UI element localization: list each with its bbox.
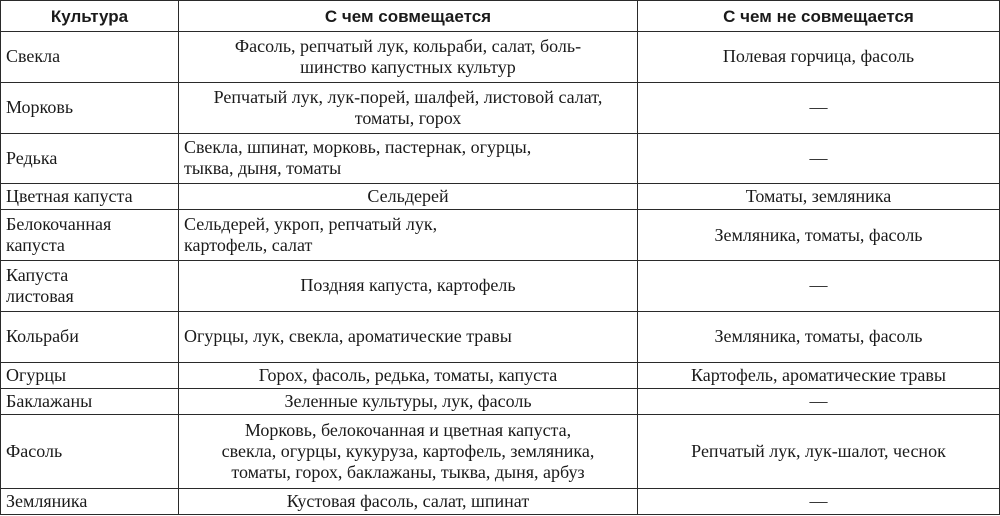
incompatible-cell: Земляника, томаты, фасоль [638, 210, 1000, 261]
crop-cell: Цветная капуста [1, 184, 179, 210]
crop-cell [1, 210, 179, 261]
compatible-cell [179, 414, 638, 488]
compatible-line: свекла, огурцы, кукуруза, картофель, земляника, [221, 440, 595, 461]
header-crop: Культура [1, 1, 179, 32]
crop-line: листовая [6, 285, 74, 306]
compatible-line: Огурцы, лук, свекла, ароматические травы [184, 326, 512, 347]
table-row [1, 362, 1000, 388]
table-row [1, 261, 1000, 312]
incompatible-cell: Томаты, земляника [638, 184, 1000, 210]
incompatible-cell: — [638, 133, 1000, 184]
table-row [1, 210, 1000, 261]
crop-line: капуста [6, 235, 65, 256]
header-row [1, 1, 1000, 32]
crop-cell: Баклажаны [1, 388, 179, 414]
compatible-cell [179, 210, 638, 261]
crop-cell [1, 261, 179, 312]
crop-cell: Свекла [1, 32, 179, 83]
compatible-line: Репчатый лук, лук-порей, шалфей, листовой салат, [213, 86, 603, 107]
header-compatible: С чем совмещается [179, 1, 638, 32]
compatible-line: Сельдерей [367, 186, 449, 207]
compatible-line: шинство капустных культур [300, 56, 516, 77]
compatible-line: Свекла, шпинат, морковь, пастернак, огурцы, [184, 137, 532, 158]
compatible-cell [179, 133, 638, 184]
header-incompatible: С чем не совмещается [638, 1, 1000, 32]
compatible-line: Сельдерей, укроп, репчатый лук, [184, 214, 438, 235]
compatible-cell [179, 489, 638, 515]
crop-cell: Фасоль [1, 414, 179, 488]
crop-cell: Редька [1, 133, 179, 184]
incompatible-cell: — [638, 388, 1000, 414]
compatible-cell [179, 388, 638, 414]
crop-line: Капуста [6, 264, 69, 285]
table-body [1, 32, 1000, 515]
compatible-cell [179, 311, 638, 362]
crop-cell: Морковь [1, 82, 179, 133]
crop-cell: Кольраби [1, 311, 179, 362]
table-header [1, 1, 1000, 32]
compatible-line: томаты, горох [354, 107, 462, 128]
table-row [1, 311, 1000, 362]
crop-cell: Земляника [1, 489, 179, 515]
incompatible-cell: Картофель, ароматические травы [638, 362, 1000, 388]
compatible-line: Фасоль, репчатый лук, кольраби, салат, боль- [234, 35, 582, 56]
compatible-line: Зеленные культуры, лук, фасоль [284, 390, 532, 411]
compatible-line: Морковь, белокочанная и цветная капуста, [244, 419, 572, 440]
table-row [1, 184, 1000, 210]
table-row [1, 489, 1000, 515]
incompatible-cell: — [638, 82, 1000, 133]
compatible-line: Горох, фасоль, редька, томаты, капуста [258, 364, 558, 385]
compatible-cell [179, 362, 638, 388]
compatible-cell [179, 261, 638, 312]
compatible-line: Поздняя капуста, картофель [300, 275, 516, 296]
compatible-cell [179, 82, 638, 133]
table-row [1, 82, 1000, 133]
table-row [1, 388, 1000, 414]
incompatible-cell: — [638, 261, 1000, 312]
incompatible-cell: Полевая горчица, фасоль [638, 32, 1000, 83]
crop-cell: Огурцы [1, 362, 179, 388]
compatible-line: тыква, дыня, томаты [184, 158, 342, 179]
compatible-cell [179, 32, 638, 83]
table-row [1, 32, 1000, 83]
compatible-line: томаты, горох, баклажаны, тыква, дыня, арбуз [231, 461, 585, 482]
incompatible-cell: — [638, 489, 1000, 515]
incompatible-cell: Репчатый лук, лук-шалот, чеснок [638, 414, 1000, 488]
table-row [1, 133, 1000, 184]
crop-line: Белокочанная [6, 214, 112, 235]
compatible-line: Кустовая фасоль, салат, шпинат [286, 491, 530, 511]
compatible-cell [179, 184, 638, 210]
incompatible-cell: Земляника, томаты, фасоль [638, 311, 1000, 362]
compatible-line: картофель, салат [184, 235, 313, 256]
table-row [1, 414, 1000, 488]
